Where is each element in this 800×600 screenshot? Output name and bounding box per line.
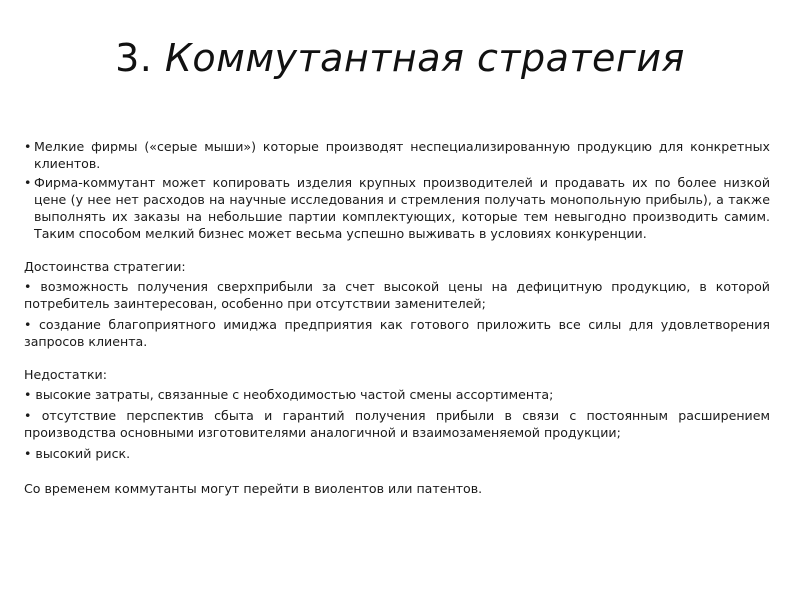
advantage-item: • создание благоприятного имиджа предприятия как готового приложить все силы для удовлетворения запросов клиента. xyxy=(24,317,770,349)
slide-title-number: 3. xyxy=(115,36,153,80)
advantages-section xyxy=(24,258,770,350)
disadvantages-section xyxy=(24,366,770,462)
intro-bullet-list xyxy=(24,138,770,242)
disadvantages-heading: Недостатки: xyxy=(24,367,107,382)
closing-text: Со временем коммутанты могут перейти в виолентов или патентов. xyxy=(24,481,483,496)
intro-bullet-item: • Мелкие фирмы («серые мыши») которые производят неспециализированную продукцию для конкретных клиентов. xyxy=(24,138,770,172)
advantage-item: • возможность получения сверхприбыли за счет высокой цены на дефицитную продукцию, в которой потребитель заинтересован, особенно при отсутствии заменителей; xyxy=(24,279,770,311)
slide-body xyxy=(24,138,770,510)
disadvantage-item: • отсутствие перспектив сбыта и гарантий получения прибыли в связи с постоянным расширением производства основными изготовителями аналогичной и взаимозаменяемой продукции; xyxy=(24,408,770,440)
slide-title xyxy=(0,36,800,80)
advantages-heading: Достоинства стратегии: xyxy=(24,259,186,274)
disadvantage-item: • высокий риск. xyxy=(24,446,131,461)
disadvantage-item: • высокие затраты, связанные с необходимостью частой смены ассортимента; xyxy=(24,387,554,402)
intro-bullet-item: • Фирма-коммутант может копировать изделия крупных производителей и продавать их по более низкой цене (у нее нет расходов на научные исследования и стремления получать монопольную прибыль), а также выполнять их заказы на небольшие партии комплектующих, которые тем невыгодно производить самим. Таким способом мелкий бизнес может весьма успешно выживать в условиях конкуренции. xyxy=(24,174,770,242)
slide-title-text: Коммутантная стратегия xyxy=(164,36,685,80)
